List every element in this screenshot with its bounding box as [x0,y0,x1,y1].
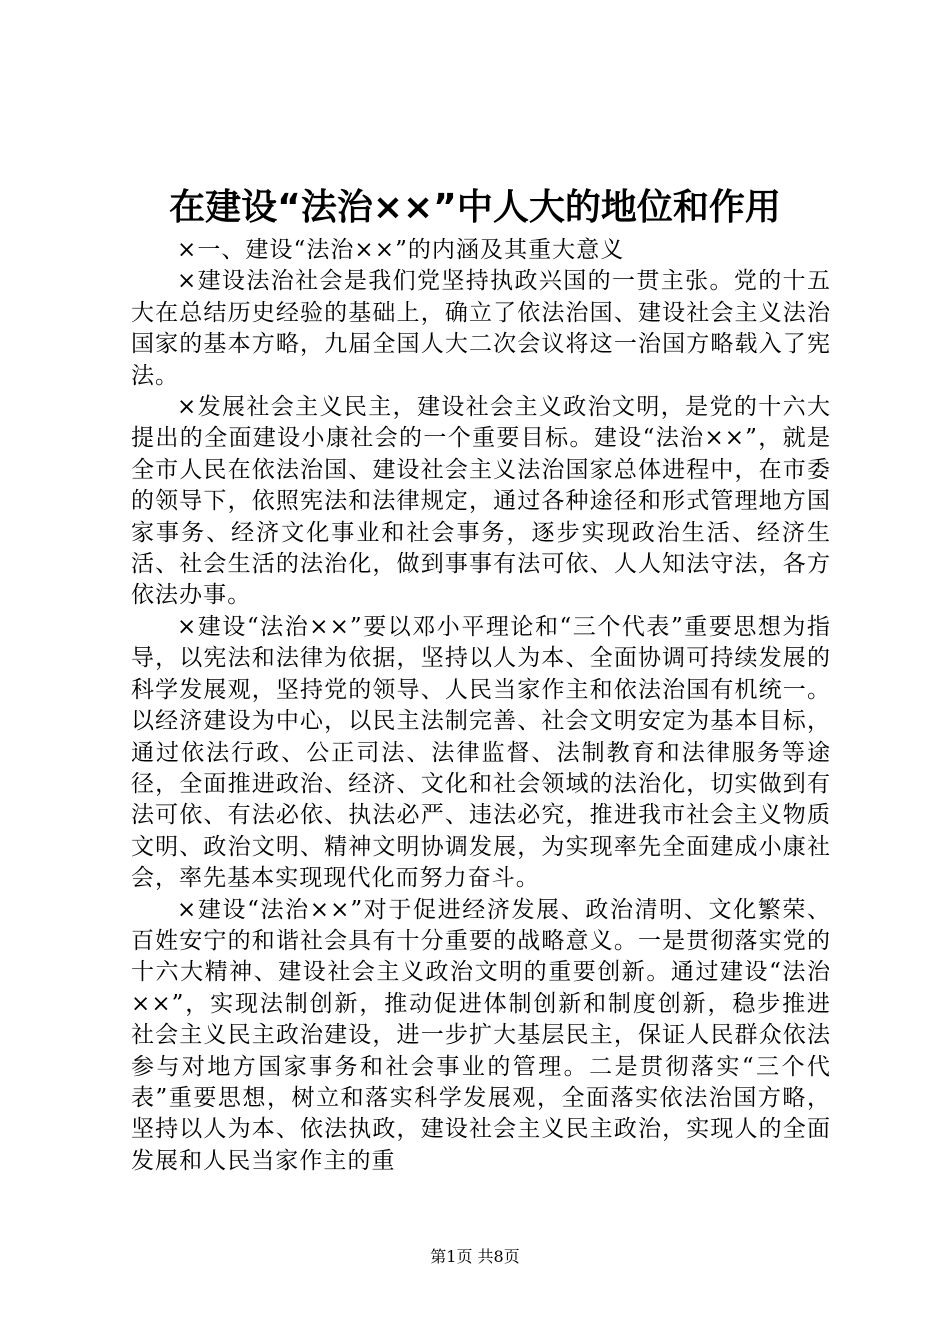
paragraph: ×发展社会主义民主，建设社会主义政治文明，是党的十六大提出的全面建设小康社会的一个重要目标。建设“法治××”，就是全市人民在依法治国、建设社会主义法治国家总体进程中，在市委的领导下，依照宪法和法律规定，通过各种途径和形式管理地方国家事务、经济文化事业和社会事务，逐步实现政治生活、经济生活、社会生活的法治化，做到事事有法可依、人人知法守法，各方依法办事。 [131,394,831,609]
paragraph: ×建设法治社会是我们党坚持执政兴国的一贯主张。党的十五大在总结历史经验的基础上，确立了依法治国、建设社会主义法治国家的基本方略，九届全国人大二次会议将这一治国方略载入了宪法。 [131,268,831,389]
section-heading: ×一、建设“法治××”的内涵及其重大意义 [177,237,625,263]
document-title: 在建设“法治××”中人大的地位和作用 [169,187,781,228]
page-footer: 第1页 共8页 [430,1247,520,1266]
document-body [131,235,831,1177]
paragraph: ×建设“法治××”要以邓小平理论和“三个代表”重要思想为指导，以宪法和法律为依据，坚持以人为本、全面协调可持续发展的科学发展观，坚持党的领导、人民当家作主和依法治国有机统一。以经济建设为中心，以民主法制完善、社会文明安定为基本目标，通过依法行政、公正司法、法律监督、法制教育和法律服务等途径，全面推进政治、经济、文化和社会领域的法治化，切实做到有法可依、有法必依、执法必严、违法必究，推进我市社会主义物质文明、政治文明、精神文明协调发展，为实现率先全面建成小康社会，率先基本实现现代化而努力奋斗。 [131,613,831,892]
paragraph: ×建设“法治××”对于促进经济发展、政治清明、文化繁荣、百姓安宁的和谐社会具有十分重要的战略意义。一是贯彻落实党的十六大精神、建设社会主义政治文明的重要创新。通过建设“法治××”，实现法制创新，推动促进体制创新和制度创新，稳步推进社会主义民主政治建设，进一步扩大基层民主，保证人民群众依法参与对地方国家事务和社会事业的管理。二是贯彻落实“三个代表”重要思想，树立和落实科学发展观，全面落实依法治国方略，坚持以人为本、依法执政，建设社会主义民主政治，实现人的全面发展和人民当家作主的重 [131,896,831,1174]
